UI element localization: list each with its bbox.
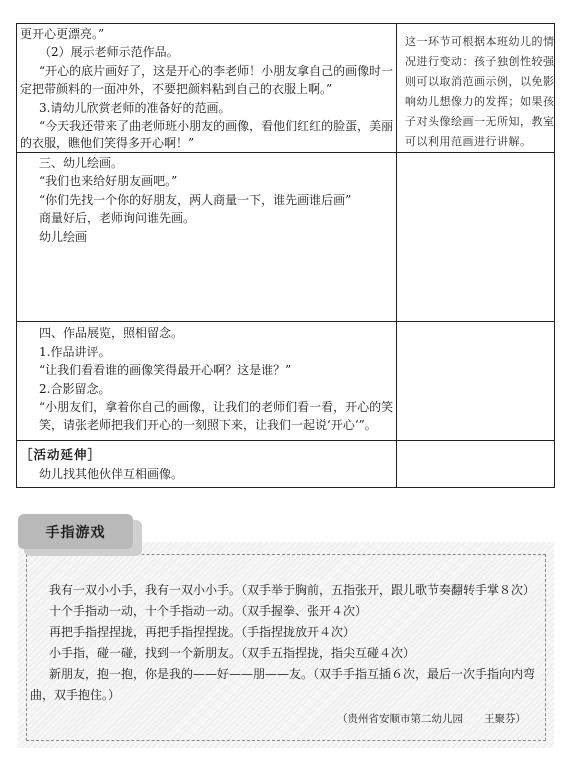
text-line: “小朋友们，拿着你自己的画像，让我们的老师们看一看，开心的笑 — [39, 400, 394, 414]
extension-heading: ［活动延伸］ — [20, 447, 102, 462]
text-line: （2）展示老师示范作品。 — [39, 45, 179, 59]
text-line: “你们先找一个你的好朋友，两人商量一下，谁先画谁后画” — [39, 193, 352, 207]
text-line: 四、作品展览，照相留念。 — [39, 326, 184, 340]
text-line: “让我们看看谁的画像笑得最开心啊？这是谁？” — [39, 363, 292, 377]
text-line: 三、幼儿绘画。 — [39, 156, 124, 170]
game-line: 曲，双手抱住。） — [30, 688, 121, 702]
text-line: “我们也来给好朋友画吧。” — [39, 174, 178, 188]
finger-game-box — [18, 514, 554, 748]
text-line: 1.作品讲评。 — [39, 345, 111, 359]
notes-cell — [397, 153, 554, 321]
text-line: “今天我还带来了曲老师班小朋友的画像，看他们红红的脸蛋，美丽 — [39, 119, 394, 133]
activity-cell — [17, 322, 397, 440]
activity-cell — [17, 153, 397, 321]
table-row — [17, 441, 554, 488]
game-line: 新朋友，抱一抱，你是我的——好——朋——友。（双手手指互插６次，最后一次手指向内弯 — [49, 667, 536, 681]
notes-cell — [397, 24, 554, 152]
notes-cell — [397, 441, 554, 487]
attribution: （贵州省安顺市第二幼儿园 王聚芬） — [337, 713, 526, 725]
finger-game-title-tab — [18, 514, 133, 549]
text-line: 商量好后，老师询问谁先画。 — [39, 211, 196, 225]
text-line: 2.合影留念。 — [39, 382, 111, 396]
table-row — [17, 322, 554, 441]
teacher-note: 这一环节可根据本班幼儿的情况进行变动：孩子独创性较强则可以取消范画示例，以免影响幼儿想像力的发挥；如果孩子对头像绘画一无所知，教室可以利用范画进行讲解。 — [405, 35, 555, 148]
finger-game-title: 手指游戏 — [45, 524, 106, 541]
text-line: 3.请幼儿欣赏老师的准备好的范画。 — [39, 101, 231, 115]
text-line: 更开心更漂亮。” — [20, 27, 105, 41]
game-line: 我有一双小小手，我有一双小小手。（双手举于胸前，五指张开，跟儿歌节奏翻转手掌８次） — [49, 583, 536, 597]
game-line: 小手指，碰一碰，找到一个新朋友。（双手五指捏拢，指尖互碰４次） — [49, 646, 416, 660]
game-line: 十个手指动一动，十个手指动一动。（双手握拳、张开４次） — [49, 604, 368, 618]
text-line: 幼儿绘画 — [39, 230, 88, 244]
table-row — [17, 23, 554, 153]
extension-text: 幼儿找其他伙伴互相画像。 — [39, 467, 184, 481]
text-line: 笑，请张老师把我们开心的一刻照下来，让我们一起说‘开心’”。 — [39, 418, 377, 432]
text-line: 定把带颜料的一面冲外，不要把颜料粘到自己的衣服上啊。” — [20, 82, 333, 96]
activity-cell — [17, 24, 397, 152]
extension-cell — [17, 441, 397, 487]
notes-cell — [397, 322, 554, 440]
text-line: “开心的底片画好了，这是开心的李老师！小朋友拿自己的画像时一 — [39, 64, 394, 78]
lesson-plan-table — [16, 23, 555, 488]
text-line: 的衣服，瞧他们笑得多开心啊！” — [20, 136, 195, 150]
table-row — [17, 153, 554, 322]
game-line: 再把手指捏捏拢，再把手指捏捏拢。（手指捏拢放开４次） — [49, 625, 356, 639]
